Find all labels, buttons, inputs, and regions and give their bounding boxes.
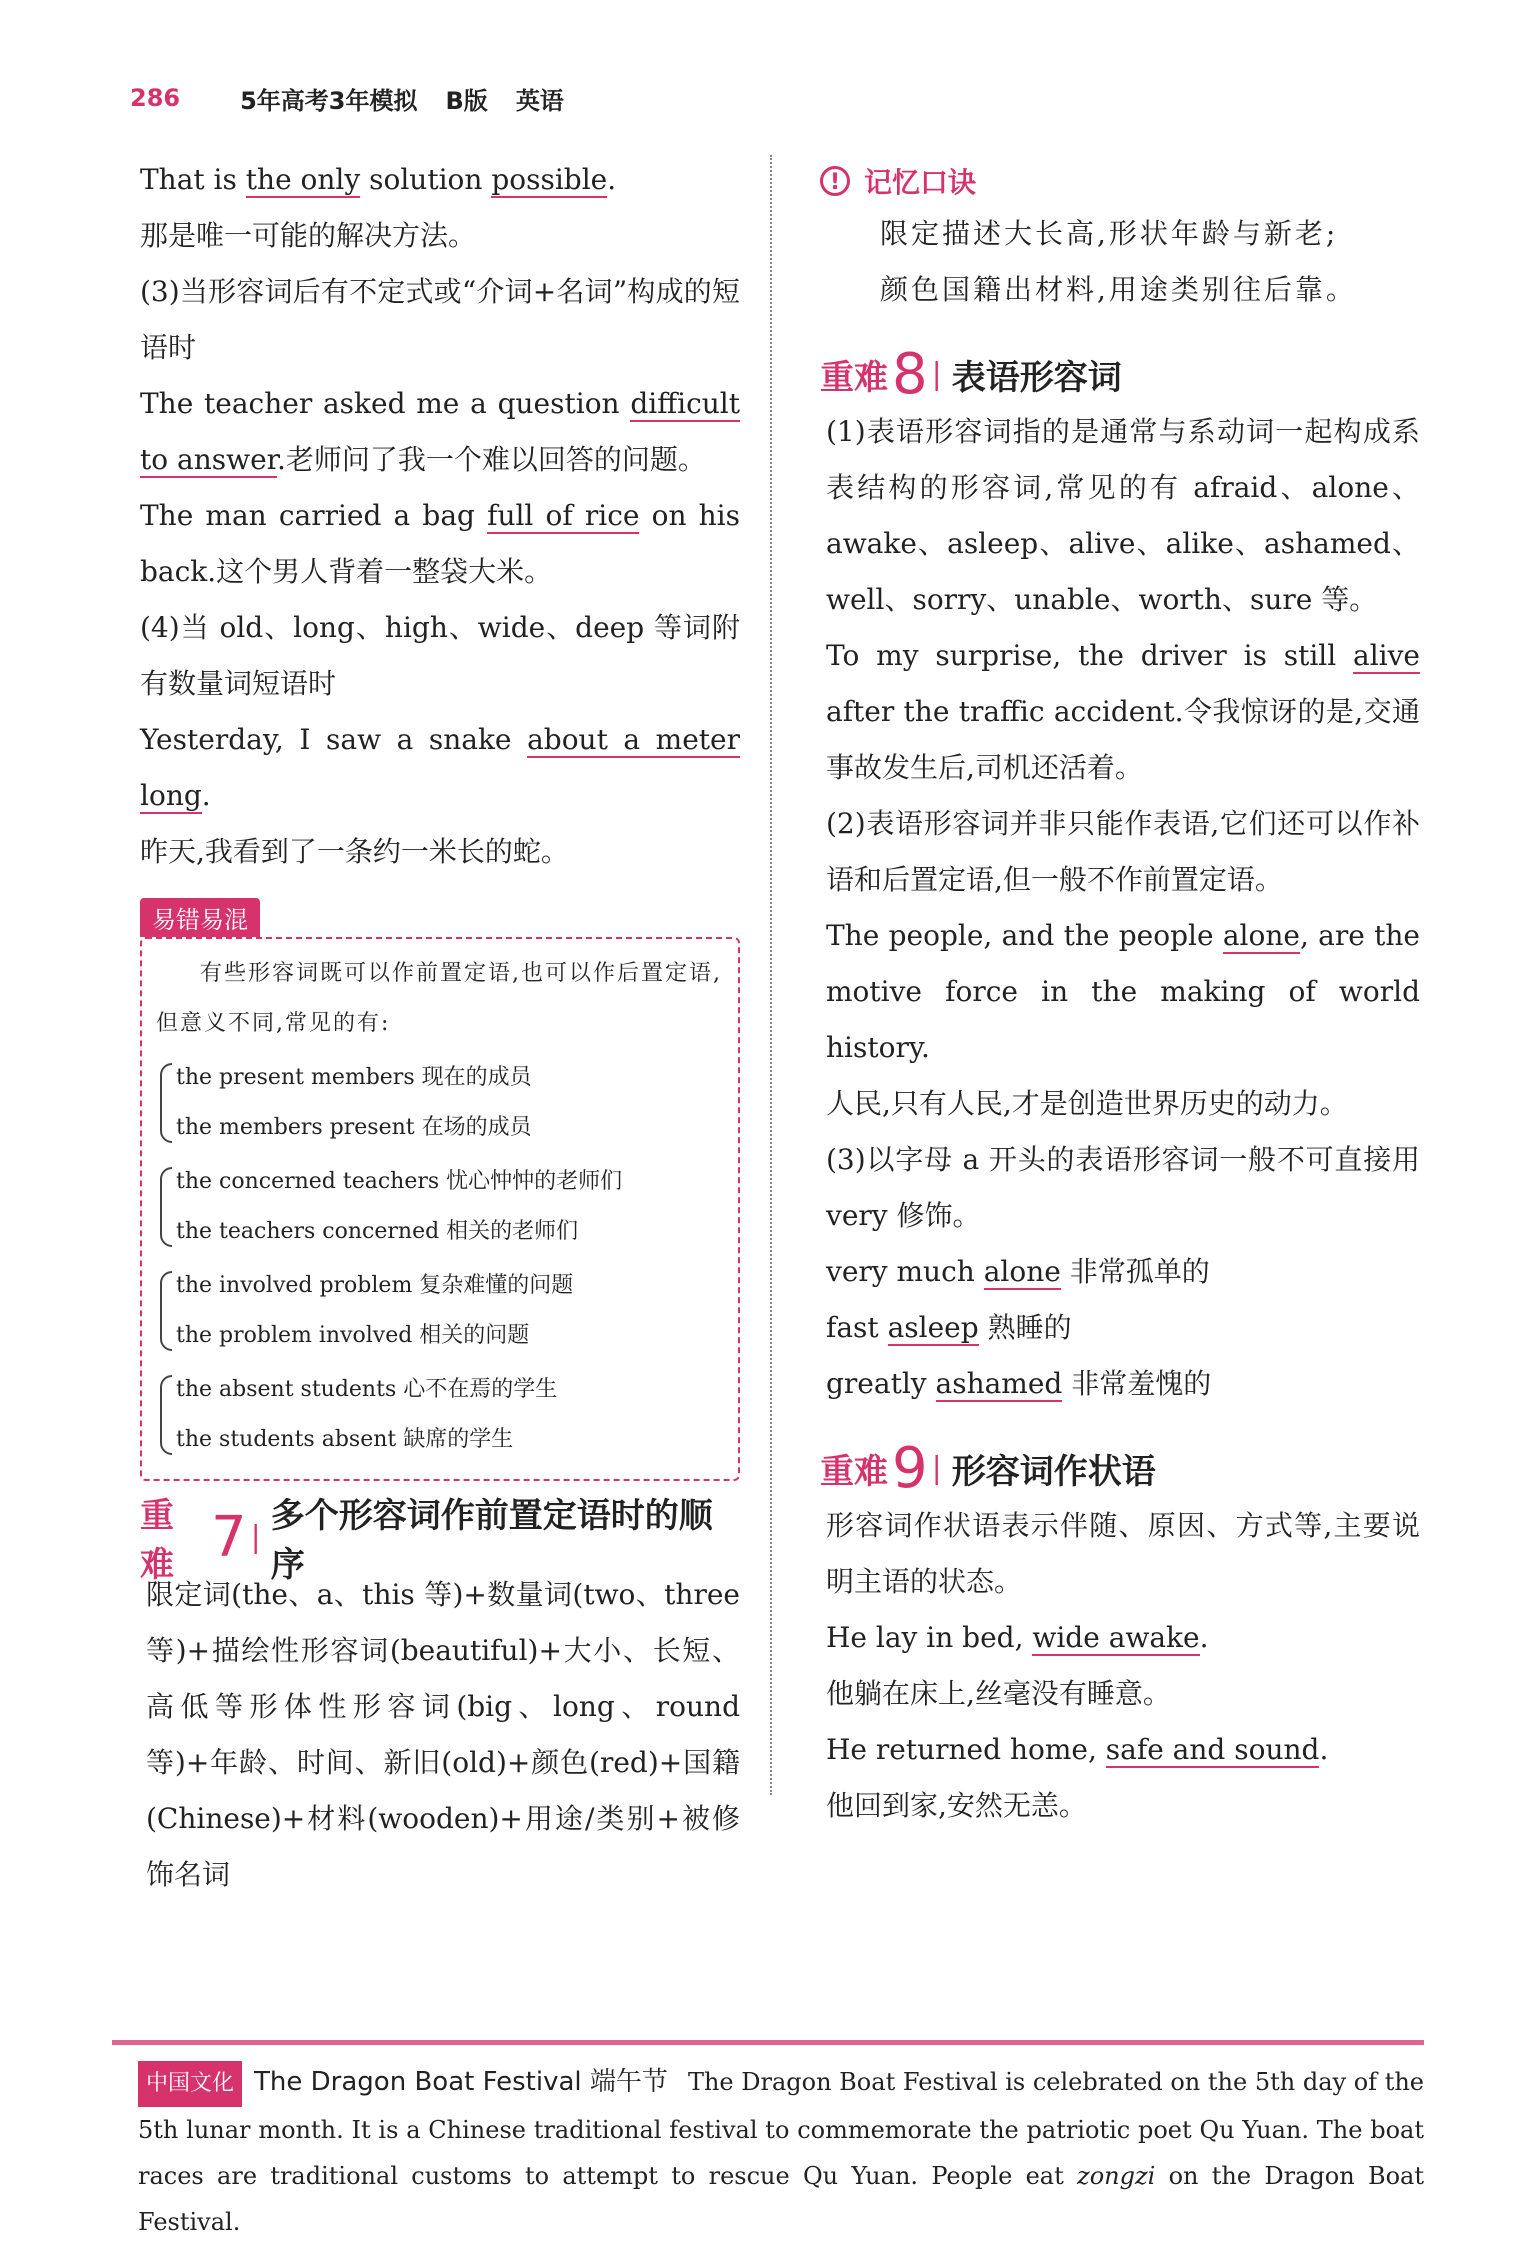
pair-line: the concerned teachers 忧心忡忡的老师们 <box>176 1169 623 1194</box>
adjective-pair <box>156 1365 724 1465</box>
pair-line: the problem involved 相关的问题 <box>176 1323 530 1348</box>
subject: 英语 <box>515 86 564 115</box>
example-translation: 他躺在床上,丝毫没有睡意。 <box>826 1677 1171 1710</box>
section-body: 限定词(the、a、this 等)+数量词(two、three 等)+描绘性形容词(beautiful)+大小、长短、高低等形体性形容词(big、long、round 等)+年龄、时间、新旧(old)+颜色(red)+国籍(Chinese)+材料(wooden)+用途/类别+被修饰名词 <box>146 1578 740 1891</box>
pair-line: the students absent 缺席的学生 <box>176 1427 514 1452</box>
page-header <box>130 78 564 118</box>
section-number: 7 <box>211 1504 247 1570</box>
section-title: 多个形容词作前置定语时的顺序 <box>270 1496 713 1585</box>
example-translation: 那是唯一可能的解决方法。 <box>140 219 477 252</box>
page-number: 286 <box>130 84 181 112</box>
memory-line: 颜色国籍出材料,用途类别往后靠。 <box>880 273 1357 306</box>
example-sentence: The teacher asked me a question difficult to answer.老师问了我一个难以回答的问题。 <box>140 387 740 476</box>
section-label: 重难 <box>140 1496 174 1585</box>
pair-line: the involved problem 复杂难懂的问题 <box>176 1273 574 1298</box>
edition: B版 <box>445 86 488 115</box>
pair-line: the members present 在场的成员 <box>176 1115 532 1140</box>
example-phrase: fast asleep 熟睡的 <box>826 1311 1072 1344</box>
box-intro: 有些形容词既可以作前置定语,也可以作后置定语,但意义不同,常见的有: <box>156 961 722 1036</box>
example-sentence: The people, and the people alone, are the motive force in the making of world history. <box>826 919 1420 1064</box>
section-bar: | <box>931 1450 942 1486</box>
memory-heading <box>820 156 1420 206</box>
section-label: 重难 <box>820 357 888 398</box>
section-number: 9 <box>892 1435 928 1501</box>
rule-item: 形容词作状语表示伴随、原因、方式等,主要说明主语的状态。 <box>826 1509 1420 1598</box>
section-heading-7 <box>140 1496 740 1585</box>
section-title: 表语形容词 <box>951 357 1122 398</box>
example-sentence: To my surprise, the driver is still alive after the traffic accident.令我惊讶的是,交通事故发生后,司机还活着。 <box>826 639 1420 784</box>
rule-item: (4)当 old、long、high、wide、deep 等词附有数量词短语时 <box>140 611 740 700</box>
rule-item: (3)当形容词后有不定式或“介词+名词”构成的短语时 <box>140 275 740 364</box>
culture-footer <box>112 2040 1424 2245</box>
confusion-box <box>140 937 740 1481</box>
culture-tag: 中国文化 <box>138 2061 242 2107</box>
footer-rule <box>112 2040 1424 2045</box>
section-title: 形容词作状语 <box>951 1451 1156 1492</box>
memory-line: 限定描述大长高,形状年龄与新老; <box>880 217 1339 250</box>
example-translation: 人民,只有人民,才是创造世界历史的动力。 <box>826 1087 1348 1120</box>
exclamation-icon: ! <box>820 166 850 196</box>
example-translation: 他回到家,安然无恙。 <box>826 1789 1087 1822</box>
example-sentence: The man carried a bag full of rice on his back.这个男人背着一整袋大米。 <box>140 499 741 588</box>
rule-item: (1)表语形容词指的是通常与系动词一起构成系表结构的形容词,常见的有 afraid、alone、awake、asleep、alive、alike、ashamed、well、sorry、unable、worth、sure 等。 <box>826 415 1420 616</box>
adjective-pair <box>156 1261 724 1361</box>
confusion-tag: 易错易混 <box>140 898 260 937</box>
section-bar: | <box>250 1519 261 1555</box>
left-column <box>140 152 740 1903</box>
section-heading-9 <box>820 1435 1420 1501</box>
right-column <box>820 152 1420 1834</box>
example-sentence: He lay in bed, wide awake. <box>826 1621 1209 1654</box>
example-sentence: Yesterday, I saw a snake about a meter long. <box>140 723 740 812</box>
example-phrase: very much alone 非常孤单的 <box>826 1255 1210 1288</box>
pair-line: the absent students 心不在焉的学生 <box>176 1377 558 1402</box>
example-sentence: That is the only solution possible. <box>140 163 617 196</box>
footer-heading: The Dragon Boat Festival 端午节 <box>254 2067 668 2097</box>
rule-item: (3)以字母 a 开头的表语形容词一般不可直接用 very 修饰。 <box>826 1143 1420 1232</box>
example-sentence: He returned home, safe and sound. <box>826 1733 1329 1766</box>
adjective-pair <box>156 1157 724 1257</box>
pair-line: the present members 现在的成员 <box>176 1065 532 1090</box>
section-label: 重难 <box>820 1451 888 1492</box>
book-title: 5年高考3年模拟 <box>240 86 418 115</box>
section-number: 8 <box>892 341 928 407</box>
example-phrase: greatly ashamed 非常羞愧的 <box>826 1367 1212 1400</box>
pair-line: the teachers concerned 相关的老师们 <box>176 1219 579 1244</box>
memory-title: 记忆口诀 <box>864 166 977 199</box>
footer-text: 中国文化 The Dragon Boat Festival 端午节 The Dragon Boat Festival is celebrated on the 5th day of the 5th lunar month. It is a Chinese traditional festival to commemorate the patriotic poet Qu Yuan. The boat races are traditional customs to attempt to rescue Qu Yuan. People eat zongzi on the Dragon Boat Festival. <box>112 2059 1424 2245</box>
rule-item: (2)表语形容词并非只能作表语,它们还可以作补语和后置定语,但一般不作前置定语。 <box>826 807 1420 896</box>
adjective-pair <box>156 1053 724 1153</box>
section-bar: | <box>931 356 942 392</box>
example-translation: 昨天,我看到了一条约一米长的蛇。 <box>140 835 569 868</box>
column-divider <box>770 155 772 1795</box>
section-heading-8 <box>820 341 1420 407</box>
